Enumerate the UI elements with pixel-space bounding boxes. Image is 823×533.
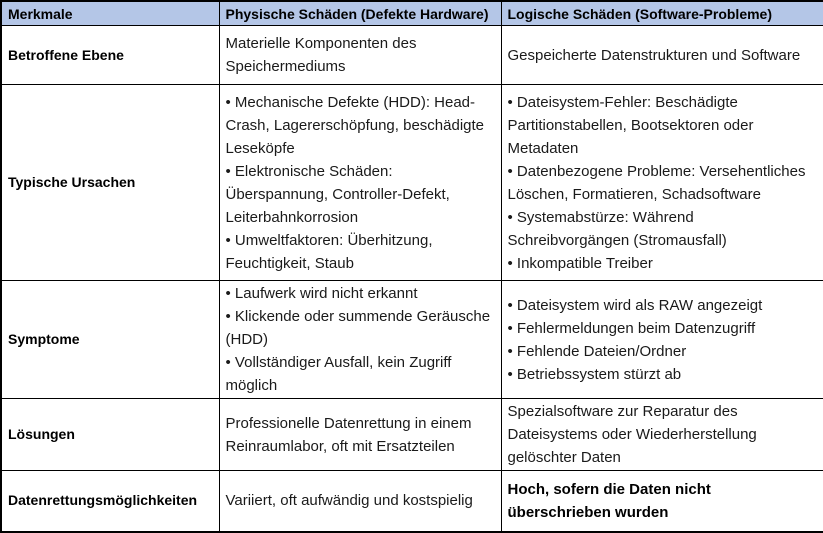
- cell-logical: Hoch, sofern die Daten nicht überschrieben wurden: [501, 471, 823, 532]
- row-label: Lösungen: [1, 399, 219, 471]
- cell-logical: • Dateisystem-Fehler: Beschädigte Partitionstabellen, Bootsektoren oder Metadaten • Datenbezogene Probleme: Versehentliches Löschen, Formatieren, Schadsoftware • Systemabstürze: Während Schreibvorgängen (Stromausfall) • Inkompatible Treiber: [501, 85, 823, 281]
- row-label: Betroffene Ebene: [1, 26, 219, 85]
- cell-physical: Materielle Komponenten des Speichermediums: [219, 26, 501, 85]
- column-header-logische-schaeden: Logische Schäden (Software-Probleme): [501, 1, 823, 26]
- header-row: [1, 1, 823, 26]
- cell-logical: • Dateisystem wird als RAW angezeigt • Fehlermeldungen beim Datenzugriff • Fehlende Dateien/Ordner • Betriebssystem stürzt ab: [501, 281, 823, 399]
- column-header-physische-schaeden: Physische Schäden (Defekte Hardware): [219, 1, 501, 26]
- column-header-merkmale: Merkmale: [1, 1, 219, 26]
- cell-logical: Spezialsoftware zur Reparatur des Dateisystems oder Wiederherstellung gelöschter Daten: [501, 399, 823, 471]
- table-row-loesungen: [1, 399, 823, 471]
- cell-physical: • Laufwerk wird nicht erkannt • Klickende oder summende Geräusche (HDD) • Vollständiger Ausfall, kein Zugriff möglich: [219, 281, 501, 399]
- row-label: Symptome: [1, 281, 219, 399]
- row-label: Typische Ursachen: [1, 85, 219, 281]
- table-row-typische-ursachen: [1, 85, 823, 281]
- table-row-datenrettungsmoeglichkeiten: [1, 471, 823, 532]
- cell-physical: Professionelle Datenrettung in einem Reinraumlabor, oft mit Ersatzteilen: [219, 399, 501, 471]
- table-row-betroffene-ebene: [1, 26, 823, 85]
- row-label: Datenrettungsmöglichkeiten: [1, 471, 219, 532]
- cell-physical: • Mechanische Defekte (HDD): Head-Crash, Lagererschöpfung, beschädigte Leseköpfe • Elektronische Schäden: Überspannung, Controller-Defekt, Leiterbahnkorrosion • Umweltfaktoren: Überhitzung, Feuchtigkeit, Staub: [219, 85, 501, 281]
- cell-physical: Variiert, oft aufwändig und kostspielig: [219, 471, 501, 532]
- cell-logical: Gespeicherte Datenstrukturen und Software: [501, 26, 823, 85]
- table-row-symptome: [1, 281, 823, 399]
